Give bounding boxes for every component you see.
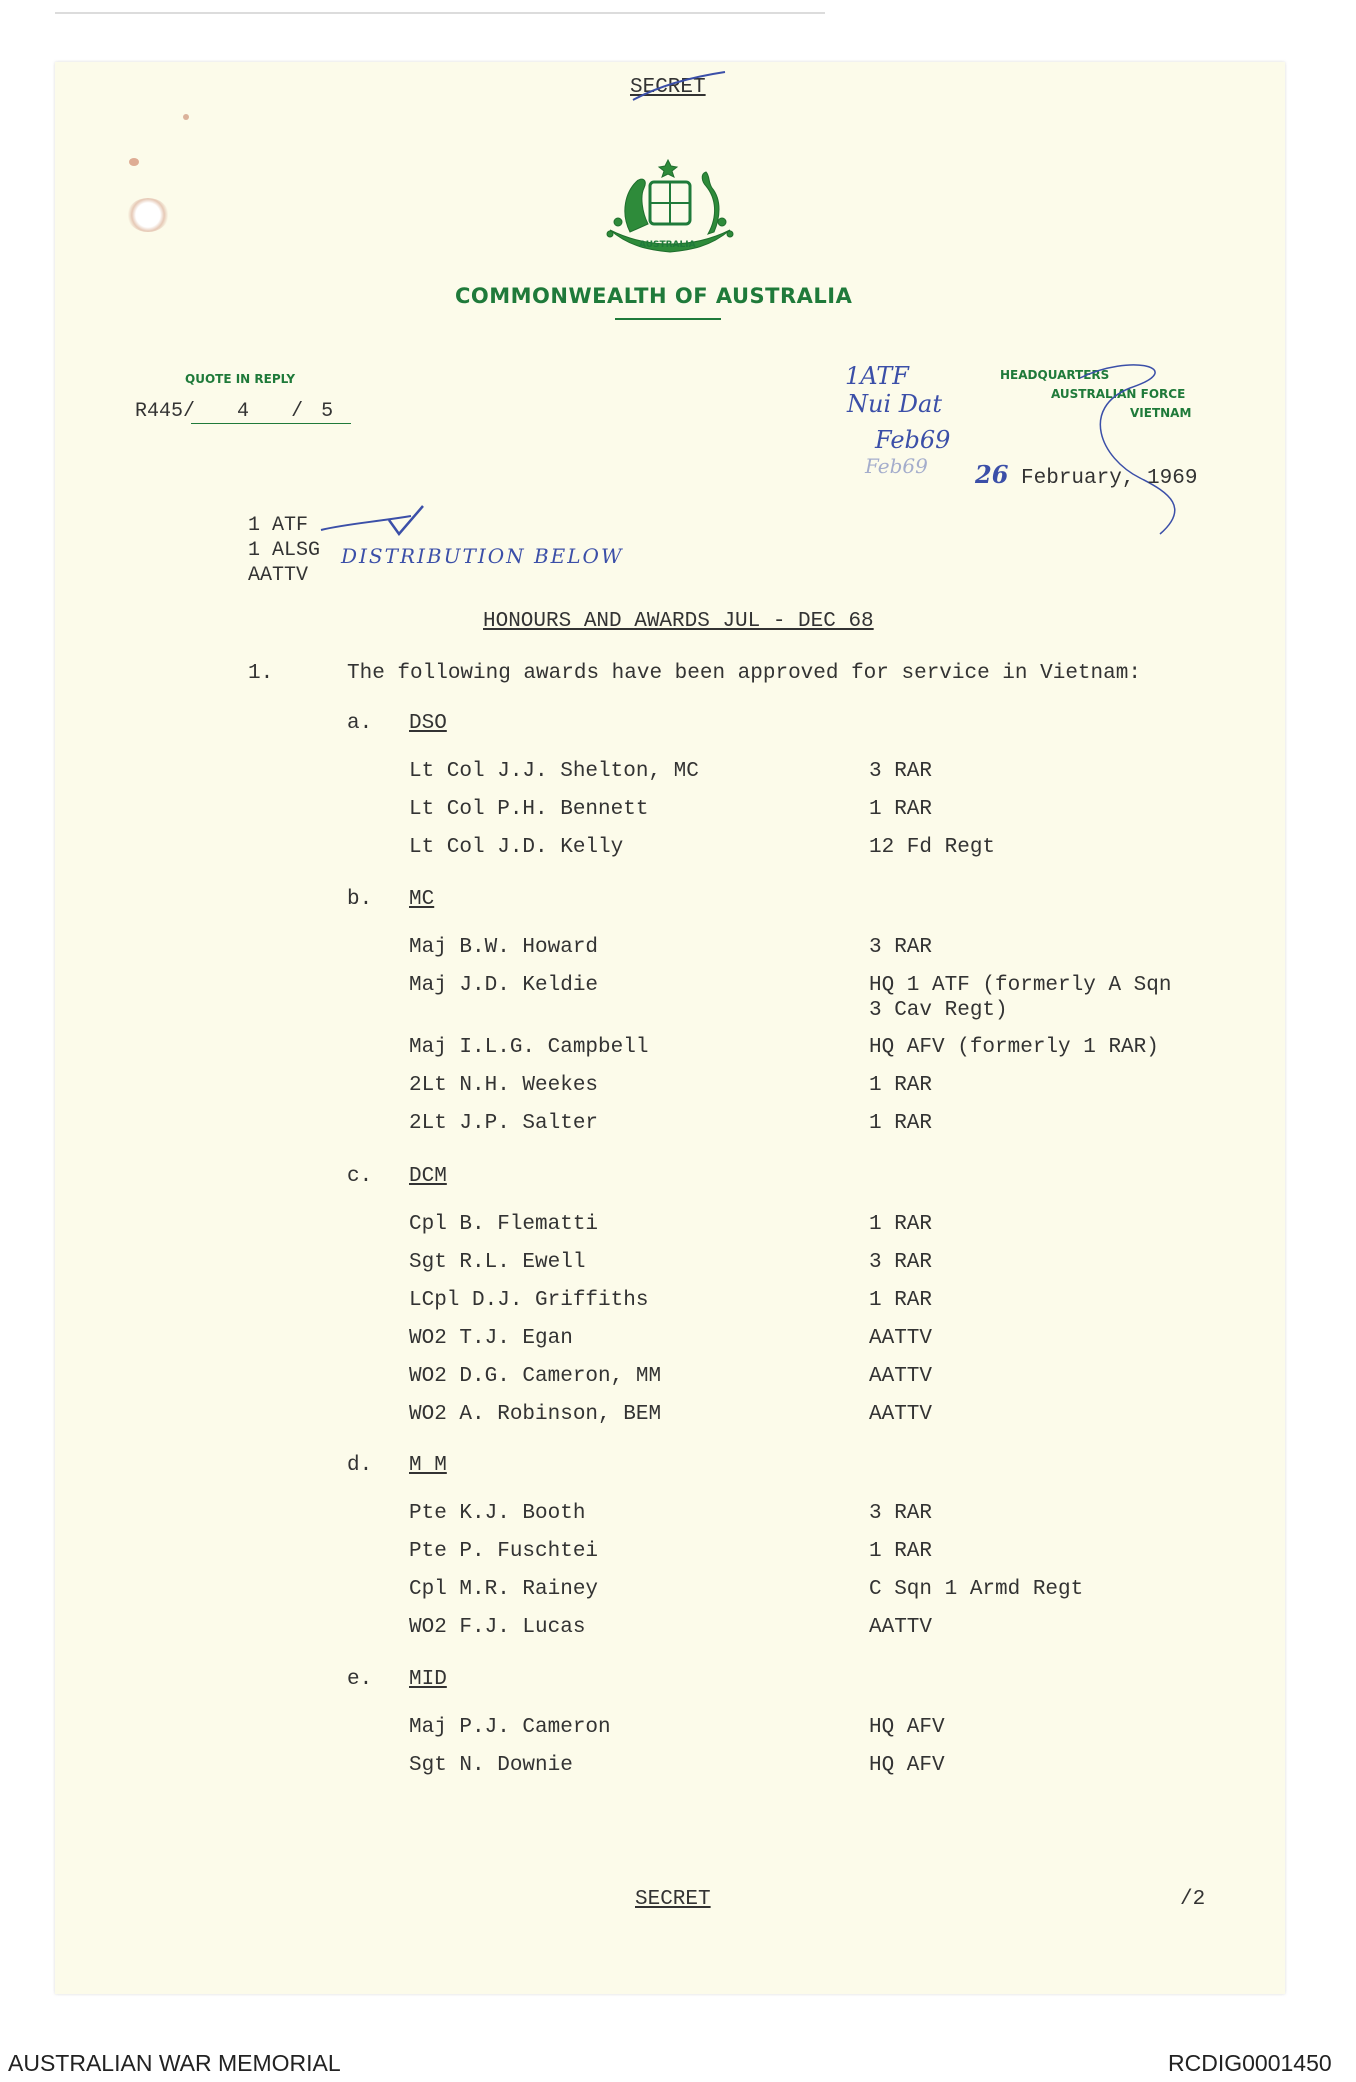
stain-mark [129,158,139,166]
section-title: DCM [409,1165,447,1188]
recipient-unit: C Sqn 1 Armd Regt [869,1578,1084,1601]
recipient-name: Maj I.L.G. Campbell [409,1036,649,1059]
recipient-name: Sgt R.L. Ewell [409,1251,586,1274]
section-title: M M [409,1454,447,1477]
recipient-name: 2Lt J.P. Salter [409,1112,599,1135]
page-continuation-marker: /2 [1180,1888,1206,1911]
recipient-unit: HQ AFV [869,1716,945,1739]
recipient-name: WO2 A. Robinson, BEM [409,1403,662,1426]
file-reference [135,400,333,423]
recipient-name: WO2 F.J. Lucas [409,1616,586,1639]
section-letter: c. [347,1165,373,1188]
check-mark [315,502,435,542]
section-title: MID [409,1668,447,1691]
hq-address-line: HEADQUARTERS [1000,368,1110,382]
recipient-name: WO2 T.J. Egan [409,1327,573,1350]
ref-slash: / [291,400,304,423]
letter-date [975,460,1197,490]
recipient-unit: 1 RAR [869,798,933,821]
recipient-name: Cpl B. Flematti [409,1213,599,1236]
handwritten-distribution: DISTRIBUTION BELOW [341,544,624,568]
footer-record-id: RCDIG0001450 [1168,2050,1332,2076]
subject-heading: HONOURS AND AWARDS JUL - DEC 68 [483,610,874,633]
handwritten-note: 1ATF [845,362,909,390]
recipient-unit: 3 RAR [869,1502,933,1525]
file-ref-underline [191,423,351,424]
recipient-name: LCpl D.J. Griffiths [409,1289,649,1312]
recipient-name: Lt Col J.J. Shelton, MC [409,760,699,783]
hq-address-line: VIETNAM [1130,406,1192,420]
handwritten-note: Feb69 [865,454,928,478]
handwritten-note: Feb69 [875,426,951,454]
recipient-unit: 3 RAR [869,936,933,959]
letterhead-title: COMMONWEALTH OF AUSTRALIA [455,284,853,308]
crest-scroll-text: AUSTRALIA [639,240,696,250]
recipient-unit: 3 RAR [869,1251,933,1274]
strikeout-scribble [625,68,735,108]
addressee: AATTV [248,564,309,587]
document-page [55,62,1285,1994]
stain-mark [127,198,169,232]
addressee: 1 ALSG [248,539,321,562]
ref-slash: / [183,400,196,423]
recipient-name: Maj B.W. Howard [409,936,599,959]
file-ref-part: 4 [237,400,250,423]
recipient-unit: AATTV [869,1616,933,1639]
recipient-unit-continued: 3 Cav Regt) [869,999,1008,1022]
recipient-unit: 1 RAR [869,1074,933,1097]
recipient-unit: AATTV [869,1327,933,1350]
recipient-unit: 12 Fd Regt [869,836,996,859]
scan-edge-line [55,12,825,14]
recipient-unit: HQ 1 ATF (formerly A Sqn [869,974,1172,997]
recipient-name: Lt Col J.D. Kelly [409,836,624,859]
stain-mark [183,114,189,120]
recipient-name: Maj J.D. Keldie [409,974,599,997]
paragraph-number: 1. [248,662,274,685]
section-title: DSO [409,712,447,735]
recipient-name: WO2 D.G. Cameron, MM [409,1365,662,1388]
recipient-name: Pte K.J. Booth [409,1502,586,1525]
recipient-name: Maj P.J. Cameron [409,1716,611,1739]
recipient-unit: HQ AFV [869,1754,945,1777]
recipient-name: Pte P. Fuschtei [409,1540,599,1563]
recipient-unit: AATTV [869,1365,933,1388]
date-text: February, 1969 [1021,467,1198,490]
recipient-name: Lt Col P.H. Bennett [409,798,649,821]
recipient-name: Sgt N. Downie [409,1754,573,1777]
classification-top: SECRET [630,76,706,99]
recipient-name: 2Lt N.H. Weekes [409,1074,599,1097]
hq-address-line: AUSTRALIAN FORCE [1051,387,1186,401]
section-letter: a. [347,712,373,735]
quote-in-reply-label: QUOTE IN REPLY [185,372,296,386]
section-title: MC [409,888,435,911]
section-letter: e. [347,1668,373,1691]
file-ref-part: R445 [135,400,184,423]
handwritten-loop [1040,358,1200,538]
recipient-unit: 1 RAR [869,1213,933,1236]
footer-source: AUSTRALIAN WAR MEMORIAL [8,2050,341,2076]
recipient-unit: HQ AFV (formerly 1 RAR) [869,1036,1159,1059]
recipient-unit: 1 RAR [869,1540,933,1563]
recipient-unit: AATTV [869,1403,933,1426]
recipient-unit: 1 RAR [869,1289,933,1312]
section-letter: b. [347,888,373,911]
handwritten-day: 26 [975,460,1009,489]
letterhead-rule [615,318,721,320]
recipient-unit: 1 RAR [869,1112,933,1135]
recipient-unit: 3 RAR [869,760,933,783]
paragraph-text: The following awards have been approved for service in Vietnam: [347,662,1141,685]
classification-bottom: SECRET [635,1888,711,1911]
section-letter: d. [347,1454,373,1477]
file-ref-part: 5 [321,400,334,423]
handwritten-note: Nui Dat [847,390,942,418]
addressee: 1 ATF [248,514,309,537]
recipient-name: Cpl M.R. Rainey [409,1578,599,1601]
